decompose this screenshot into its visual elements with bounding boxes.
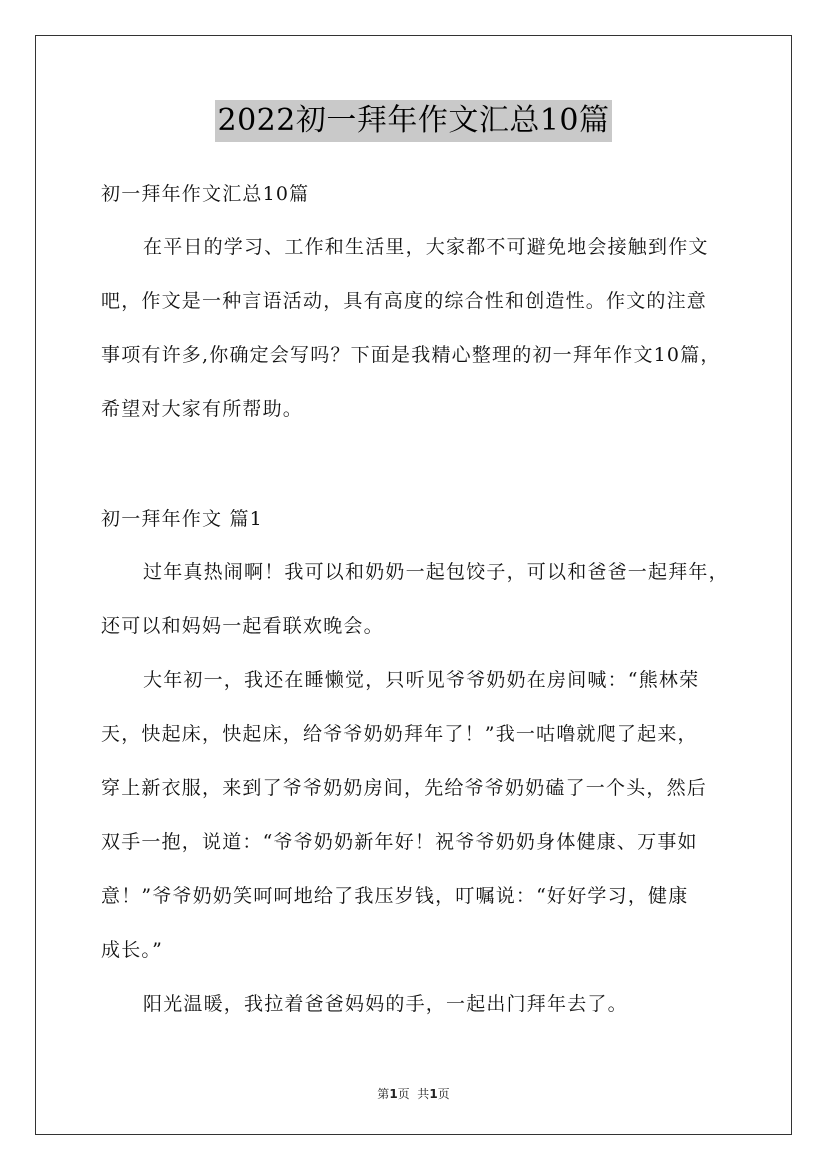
footer-mid: 页 共 (397, 1087, 430, 1101)
section-heading: 初一拜年作文 篇1 (101, 508, 263, 530)
para3-line-1: 阳光温暖，我拉着爸爸妈妈的手，一起出门拜年去了。 (143, 993, 628, 1015)
footer-prefix: 第 (377, 1087, 390, 1101)
title-container (0, 100, 827, 142)
para1-line-1: 过年真热闹啊！我可以和奶奶一起包饺子，可以和爸爸一起拜年， (143, 561, 729, 583)
document-title: 2022初一拜年作文汇总10篇 (215, 100, 611, 142)
para2-line-1: 大年初一，我还在睡懒觉，只听见爷爷奶奶在房间喊：“熊林荣 (143, 669, 700, 691)
footer-total-pages: 1 (429, 1087, 438, 1101)
para2-line-6: 成长。” (101, 939, 164, 961)
intro-line-1: 在平日的学习、工作和生活里，大家都不可避免地会接触到作文 (143, 236, 709, 258)
para2-line-5: 意！”爷爷奶奶笑呵呵地给了我压岁钱，叮嘱说：“好好学习，健康 (101, 885, 689, 907)
footer-suffix: 页 (437, 1087, 450, 1101)
para1-line-2: 还可以和妈妈一起看联欢晚会。 (101, 615, 384, 637)
footer-current-page: 1 (389, 1087, 398, 1101)
document-subtitle: 初一拜年作文汇总10篇 (101, 183, 310, 205)
para2-line-4: 双手一抱，说道：“爷爷奶奶新年好！祝爷爷奶奶身体健康、万事如 (101, 831, 698, 853)
para2-line-2: 天，快起床，快起床，给爷爷奶奶拜年了！”我一咕噜就爬了起来， (101, 723, 698, 745)
intro-line-3: 事项有许多,你确定会写吗？下面是我精心整理的初一拜年作文10篇， (101, 344, 721, 366)
page-footer (0, 1085, 827, 1102)
para2-line-3: 穿上新衣服，来到了爷爷奶奶房间，先给爷爷奶奶磕了一个头，然后 (101, 777, 708, 799)
intro-line-2: 吧，作文是一种言语活动，具有高度的综合性和创造性。作文的注意 (101, 290, 708, 312)
intro-line-4: 希望对大家有所帮助。 (101, 398, 304, 420)
